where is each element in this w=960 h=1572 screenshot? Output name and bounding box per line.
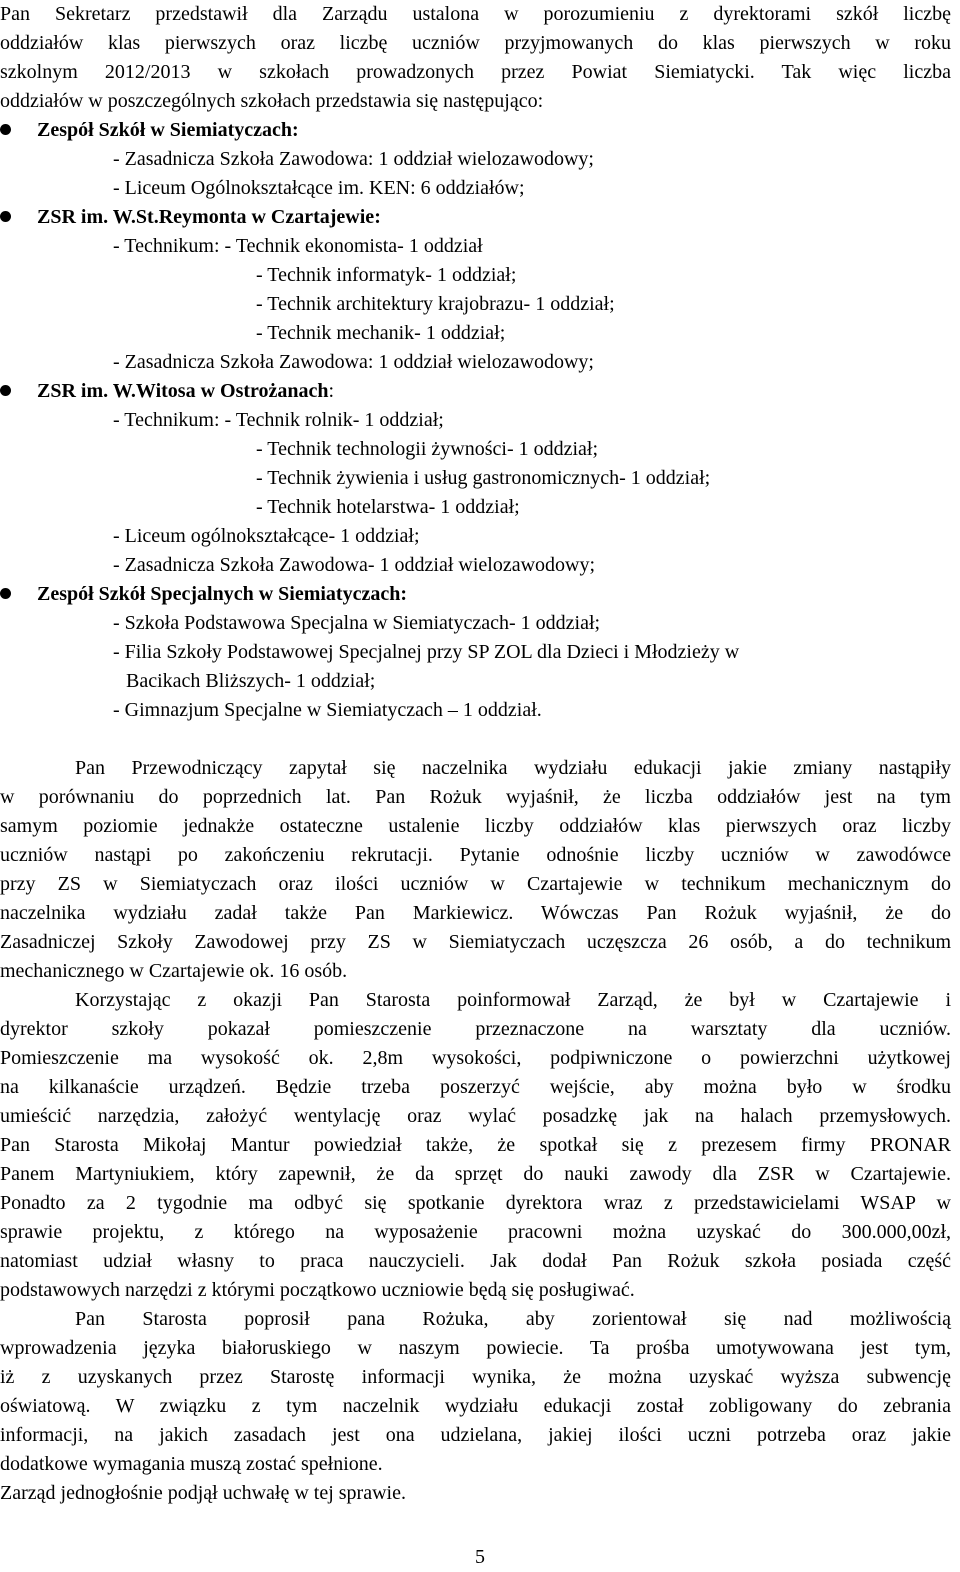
body-line: oświatową. W związku z tym naczelnik wydziału edukacji został zobligowany do zebrania	[0, 1395, 951, 1417]
bullet-icon	[0, 124, 11, 135]
body-line: dyrektor szkoły pokazał pomieszczenie przeznaczone na warsztaty dla uczniów.	[0, 1018, 951, 1040]
school-line: - Zasadnicza Szkoła Zawodowa- 1 oddział wielozawodowy;	[113, 554, 596, 576]
body-line: na kilkanaście urządzeń. Będzie trzeba poszerzyć wejście, aby można było w środku	[0, 1076, 951, 1098]
school-heading-suffix: :	[328, 380, 335, 402]
body-line: natomiast udział własny to praca nauczycieli. Jak dodał Pan Rożuk szkoła posiada część	[0, 1250, 951, 1272]
body-line: wprowadzenia języka białoruskiego w naszym powiecie. Ta prośba umotywowana jest tym,	[0, 1337, 951, 1359]
school-heading: ZSR im. W.St.Reymonta w Czartajewie:	[37, 206, 381, 228]
page-number: 5	[475, 1546, 485, 1568]
body-line: Pomieszczenie ma wysokość ok. 2,8m wysokości, podpiwniczone o powierzchni użytkowej	[0, 1047, 951, 1069]
school-line: Bacikach Bliższych- 1 oddział;	[126, 670, 376, 692]
school-heading: Zespół Szkół w Siemiatyczach:	[37, 119, 299, 141]
body-line: informacji, na jakich zasadach jest ona udzielana, jakiej ilości uczni potrzeba oraz jakie	[0, 1424, 951, 1446]
school-line: - Filia Szkoły Podstawowej Specjalnej przy SP ZOL dla Dzieci i Młodzieży w	[113, 641, 740, 663]
intro-line: Pan Sekretarz przedstawił dla Zarządu ustalona w porozumieniu z dyrektorami szkół liczbę	[0, 3, 951, 25]
body-line: Pan Starosta poprosił pana Rożuka, aby zorientował się nad możliwością	[75, 1308, 951, 1330]
body-line: Zasadniczej Szkoły Zawodowej przy ZS w Siemiatyczach uczęszcza 26 osób, a do technikum	[0, 931, 951, 953]
body-line: Pan Przewodniczący zapytał się naczelnika wydziału edukacji jakie zmiany nastąpiły	[75, 757, 951, 779]
body-line: Ponadto za 2 tygodnie ma odbyć się spotkanie dyrektora wraz z przedstawicielami WSAP w	[0, 1192, 951, 1214]
school-line: - Technik żywienia i usług gastronomicznych- 1 oddział;	[256, 467, 711, 489]
body-line: w porównaniu do poprzednich lat. Pan Rożuk wyjaśnił, że liczba oddziałów jest na tym	[0, 786, 951, 808]
school-line: - Liceum Ogólnokształcące im. KEN: 6 oddziałów;	[113, 177, 525, 199]
school-line: - Technik informatyk- 1 oddział;	[256, 264, 517, 286]
school-heading: ZSR im. W.Witosa w Ostrożanach	[37, 380, 329, 402]
body-line: samym poziomie jednakże ostateczne ustalenie liczby oddziałów klas pierwszych oraz liczby	[0, 815, 951, 837]
body-line: sprawie projektu, z którego na wyposażenie pracowni można uzyskać do 300.000,00zł,	[0, 1221, 951, 1243]
school-line: - Szkoła Podstawowa Specjalna w Siemiatyczach- 1 oddział;	[113, 612, 601, 634]
intro-line: oddziałów w poszczególnych szkołach przedstawia się następująco:	[0, 90, 544, 112]
body-line: podstawowych narzędzi z którymi początkowo uczniowie będą się posługiwać.	[0, 1279, 635, 1301]
body-line: Korzystając z okazji Pan Starosta poinformował Zarząd, że był w Czartajewie i	[75, 989, 951, 1011]
school-line: - Liceum ogólnokształcące- 1 oddział;	[113, 525, 420, 547]
school-line: - Technik architektury krajobrazu- 1 oddział;	[256, 293, 615, 315]
body-line: uczniów nastąpi po zakończeniu rekrutacji. Pytanie odnośnie liczby uczniów w zawodówce	[0, 844, 951, 866]
school-line: - Technik mechanik- 1 oddział;	[256, 322, 506, 344]
body-line: Zarząd jednogłośnie podjął uchwałę w tej sprawie.	[0, 1482, 406, 1504]
bullet-icon	[0, 211, 11, 222]
body-line: mechanicznego w Czartajewie ok. 16 osób.	[0, 960, 348, 982]
school-heading-row	[37, 377, 334, 406]
bullet-icon	[0, 385, 11, 396]
body-line: iż z uzyskanych przez Starostę informacji wynika, że można uzyskać wyższa subwencję	[0, 1366, 951, 1388]
school-line: - Technikum: - Technik ekonomista- 1 oddział	[113, 235, 483, 257]
school-line: - Gimnazjum Specjalne w Siemiatyczach – 1 oddział.	[113, 699, 542, 721]
school-line: - Technik technologii żywności- 1 oddział;	[256, 438, 599, 460]
school-line: - Zasadnicza Szkoła Zawodowa: 1 oddział wielozawodowy;	[113, 148, 594, 170]
school-line: - Zasadnicza Szkoła Zawodowa: 1 oddział wielozawodowy;	[113, 351, 594, 373]
body-line: naczelnika wydziału zadał także Pan Markiewicz. Wówczas Pan Rożuk wyjaśnił, że do	[0, 902, 951, 924]
bullet-icon	[0, 588, 11, 599]
body-line: przy ZS w Siemiatyczach oraz ilości uczniów w Czartajewie w technikum mechanicznym do	[0, 873, 951, 895]
school-line: - Technik hotelarstwa- 1 oddział;	[256, 496, 520, 518]
intro-line: szkolnym 2012/2013 w szkołach prowadzonych przez Powiat Siemiatycki. Tak więc liczba	[0, 61, 951, 83]
school-line: - Technikum: - Technik rolnik- 1 oddział;	[113, 409, 444, 431]
body-line: Panem Martyniukiem, który zapewnił, że da sprzęt do nauki zawody dla ZSR w Czartajewie.	[0, 1163, 951, 1185]
body-line: umieścić narzędzia, założyć wentylację oraz wylać posadzkę jak na halach przemysłowych.	[0, 1105, 951, 1127]
school-heading: Zespół Szkół Specjalnych w Siemiatyczach:	[37, 583, 407, 605]
body-line: dodatkowe wymagania muszą zostać spełnione.	[0, 1453, 383, 1475]
body-line: Pan Starosta Mikołaj Mantur powiedział także, że spotkał się z prezesem firmy PRONAR	[0, 1134, 951, 1156]
intro-line: oddziałów klas pierwszych oraz liczbę uczniów przyjmowanych do klas pierwszych w roku	[0, 32, 951, 54]
